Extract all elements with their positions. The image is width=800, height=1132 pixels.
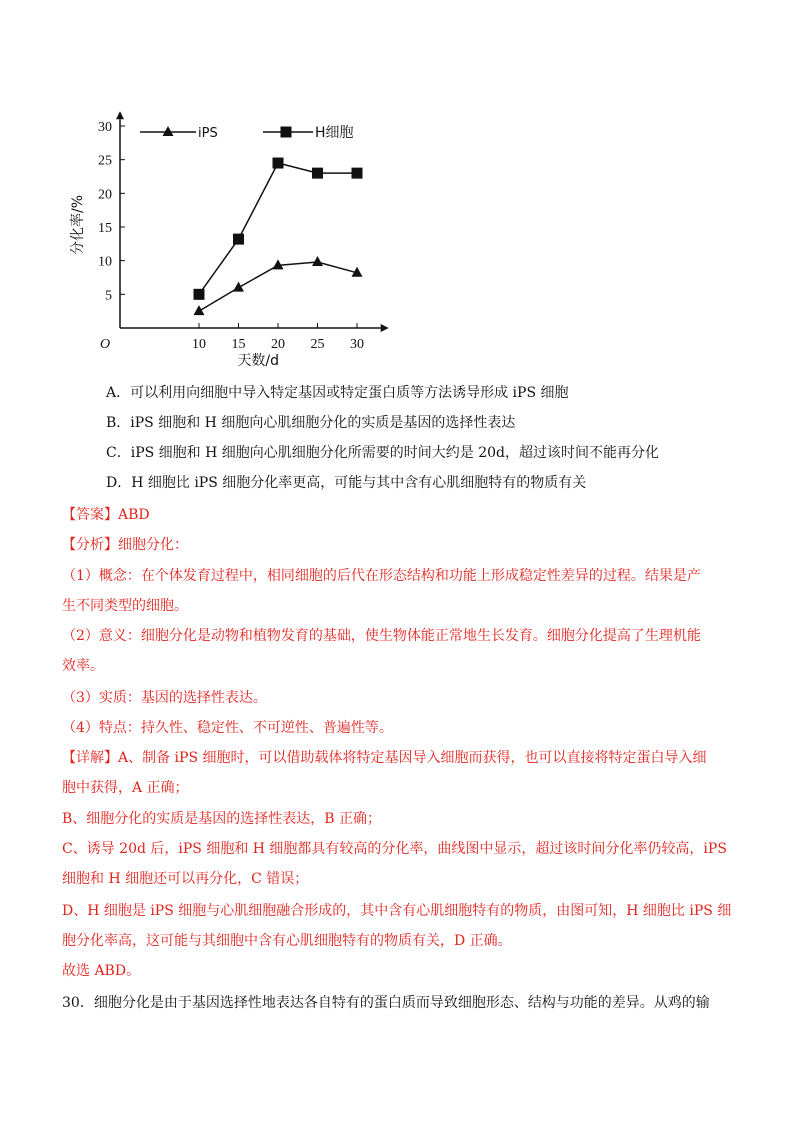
option-a: A．可以利用向细胞中导入特定基因或特定蛋白质等方法诱导形成 iPS 细胞 bbox=[106, 385, 569, 401]
differentiation-rate-chart bbox=[60, 95, 460, 375]
legend-label-h: H细胞 bbox=[315, 125, 354, 141]
series-line bbox=[199, 163, 357, 294]
detail-line5: 细胞和 H 细胞还可以再分化，C 错误； bbox=[62, 871, 309, 887]
x-tick-label: 15 bbox=[231, 337, 246, 352]
data-point-triangle bbox=[312, 256, 323, 266]
data-point-square bbox=[233, 234, 244, 245]
data-point-square bbox=[352, 168, 363, 179]
y-tick-label: 10 bbox=[98, 254, 112, 270]
data-point-square bbox=[273, 158, 284, 169]
legend-marker-square bbox=[281, 127, 292, 138]
analysis-p1-line1: （1）概念：在个体发育过程中，相同细胞的后代在形态结构和功能上形成稳定性差异的过程。结果是产 bbox=[62, 568, 701, 584]
y-tick-label: 25 bbox=[98, 153, 112, 169]
conclusion: 故选 ABD。 bbox=[62, 963, 141, 979]
y-tick-label: 30 bbox=[98, 120, 112, 135]
x-axis-title: 天数/d bbox=[237, 353, 280, 369]
detail-line3: B、细胞分化的实质是基因的选择性表达，B 正确； bbox=[62, 811, 382, 827]
analysis-p1-line2: 生不同类型的细胞。 bbox=[62, 598, 188, 614]
analysis-heading: 【分析】细胞分化： bbox=[62, 537, 188, 553]
analysis-p2-line1: （2）意义：细胞分化是动物和植物发育的基础，使生物体能正常地生长发育。细胞分化提高了生理机能 bbox=[62, 628, 701, 644]
legend-label-ips: iPS bbox=[198, 126, 218, 141]
option-d: D．H 细胞比 iPS 细胞分化率更高，可能与其中含有心肌细胞特有的物质有关 bbox=[106, 475, 587, 491]
answer-line: 【答案】ABD bbox=[62, 507, 150, 523]
series-line bbox=[199, 262, 357, 311]
y-axis-title: 分化率/% bbox=[70, 194, 86, 255]
y-tick-label: 20 bbox=[98, 187, 112, 203]
detail-line1: 【详解】A、制备 iPS 细胞时，可以借助载体将特定基因导入细胞而获得，也可以直接将特定蛋白导入细 bbox=[62, 750, 707, 766]
legend-marker-triangle bbox=[163, 126, 174, 136]
data-point-triangle bbox=[194, 305, 205, 315]
y-axis-arrow bbox=[116, 111, 124, 119]
analysis-p2-line2: 效率。 bbox=[62, 658, 104, 674]
detail-line6: D、H 细胞是 iPS 细胞与心肌细胞融合形成的，其中含有心肌细胞特有的物质，由图可知，H 细胞比 iPS 细 bbox=[62, 903, 732, 919]
next-question: 30．细胞分化是由于基因选择性地表达各自特有的蛋白质而导致细胞形态、结构与功能的差异。从鸡的输 bbox=[62, 995, 710, 1011]
detail-line4: C、诱导 20d 后，iPS 细胞和 H 细胞都具有较高的分化率，曲线图中显示，超过该时间分化率仍较高，iPS bbox=[62, 841, 727, 857]
data-point-square bbox=[312, 168, 323, 179]
analysis-p3: （3）实质：基因的选择性表达。 bbox=[62, 690, 267, 706]
x-tick-label: 25 bbox=[310, 337, 325, 352]
origin-label: O bbox=[100, 337, 111, 352]
y-tick-label: 15 bbox=[98, 221, 112, 236]
option-c: C．iPS 细胞和 H 细胞向心肌细胞分化所需要的时间大约是 20d，超过该时间不能再分化 bbox=[106, 445, 659, 461]
detail-line7: 胞分化率高，这可能与其细胞中含有心肌细胞特有的物质有关，D 正确。 bbox=[62, 933, 512, 949]
x-tick-label: 10 bbox=[192, 337, 206, 352]
x-tick-label: 20 bbox=[271, 337, 285, 352]
data-point-square bbox=[194, 289, 205, 300]
detail-line2: 胞中获得，A 正确； bbox=[62, 780, 189, 796]
data-point-triangle bbox=[233, 282, 244, 292]
analysis-p4: （4）特点：持久性、稳定性、不可逆性、普遍性等。 bbox=[62, 720, 393, 736]
y-tick-label: 5 bbox=[105, 288, 112, 304]
x-tick-label: 30 bbox=[350, 337, 364, 352]
option-b: B．iPS 细胞和 H 细胞向心肌细胞分化的实质是基因的选择性表达 bbox=[106, 415, 516, 431]
x-axis-arrow bbox=[381, 324, 389, 332]
